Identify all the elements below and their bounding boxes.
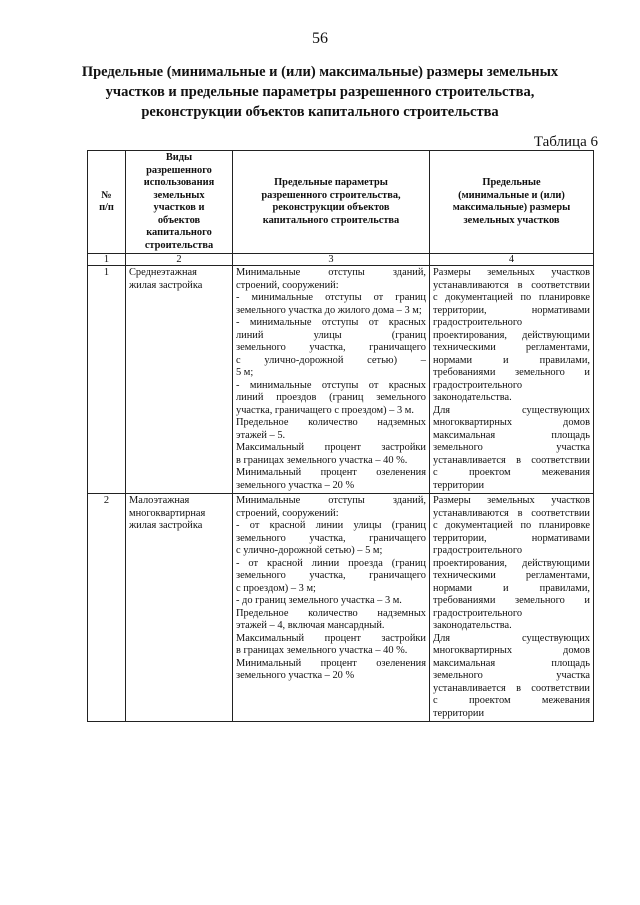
header-parameters: [233, 151, 430, 254]
table-row: [88, 494, 594, 722]
cell-text-line: с проектом межевания: [433, 467, 590, 478]
cell-text-line: строений, сооружений:: [236, 279, 339, 291]
cell-text-line: земельного участка – 20 %: [236, 479, 355, 491]
cell-text-line: Среднеэтажная: [129, 267, 197, 278]
cell-text-line: разрешенного строительства,: [261, 189, 401, 201]
cell-text-line: капитального: [146, 227, 212, 238]
cell-text-line: Минимальный процент озеленения: [236, 467, 426, 478]
cell-text-line: - минимальные отступы от красных: [236, 379, 426, 391]
parameters-cell: [233, 266, 430, 494]
cell-text-line: проектирования, действующими: [433, 557, 590, 569]
cell-text-line: максимальная площадь: [433, 657, 590, 669]
cell-text-line: Размеры земельных участков: [433, 495, 590, 506]
cell-text-line: нормами и правилами,: [433, 354, 590, 366]
column-number: 4: [430, 254, 594, 266]
cell-text-line: Предельное количество надземных: [236, 417, 426, 428]
cell-text-line: земельных: [153, 189, 205, 201]
cell-text-line: требованиями земельного и: [433, 367, 590, 378]
cell-text-line: строительства: [144, 239, 214, 251]
cell-text-line: территории, нормативами: [433, 532, 590, 544]
cell-text-line: земельных участков: [463, 214, 560, 226]
cell-text-line: многоквартирная: [129, 507, 206, 519]
use-type-cell: [126, 266, 233, 494]
cell-text-line: с проектом межевания: [433, 695, 590, 706]
cell-text-line: законодательства.: [433, 392, 512, 403]
cell-text-line: реконструкции объектов: [272, 202, 390, 213]
cell-text-line: градостроительного: [433, 379, 523, 391]
cell-text-line: техническими регламентами,: [433, 570, 590, 581]
page-number: 56: [312, 30, 328, 47]
sizes-cell: [430, 494, 594, 722]
cell-text-line: участков и: [153, 202, 205, 213]
cell-text-line: максимальные) размеры: [452, 202, 571, 213]
cell-text-line: земельного участка, граничащего: [236, 342, 426, 353]
header-sizes: [430, 151, 594, 254]
cell-text-line: объектов: [157, 214, 201, 226]
cell-text-line: с улично-дорожной сетью) – 5 м;: [236, 545, 383, 556]
cell-text-line: этажей – 4, включая мансардный.: [236, 620, 385, 631]
cell-text-line: с улично-дорожной сетью) –: [236, 354, 426, 366]
cell-text-line: земельного участка, граничащего: [236, 570, 426, 581]
cell-text-line: земельного участка до жилого дома – 3 м;: [236, 304, 422, 316]
cell-text-line: в границах земельного участка – 40 %.: [236, 645, 408, 656]
cell-text-line: в границах земельного участка – 40 %.: [236, 454, 408, 466]
cell-text-line: Минимальный процент озеленения: [236, 657, 426, 669]
header-row: [88, 151, 594, 254]
column-number: 3: [233, 254, 430, 266]
title-line: участков и предельные параметры разрешенного строительства,: [105, 84, 535, 100]
cell-text-line: с проездом) – 3 м;: [236, 582, 316, 594]
cell-text-line: земельного участка: [433, 442, 590, 453]
header-use-type: [126, 151, 233, 254]
cell-text-line: линий улицы (границ: [236, 329, 426, 341]
cell-text-line: многоквартирных домов: [433, 417, 590, 428]
cell-text-line: устанавливаются в соответствии: [433, 279, 590, 291]
row-index: 1: [88, 266, 126, 494]
parameters-cell: [233, 494, 430, 722]
cell-text-line: №: [101, 189, 112, 201]
cell-text-line: 5 м;: [236, 367, 254, 378]
cell-text-line: разрешенного: [146, 164, 212, 176]
column-number: 2: [126, 254, 233, 266]
cell-text-line: (минимальные и (или): [458, 189, 565, 201]
cell-text-line: строений, сооружений:: [236, 507, 339, 519]
cell-text-line: устанавливается в соответствии: [433, 454, 590, 466]
cell-text-line: Минимальные отступы зданий,: [236, 267, 426, 278]
column-number-row: [88, 254, 594, 266]
cell-text-line: техническими регламентами,: [433, 342, 590, 353]
table-row: [88, 266, 594, 494]
cell-text-line: максимальная площадь: [433, 429, 590, 441]
cell-text-line: земельного участка, граничащего: [236, 532, 426, 544]
cell-text-line: Малоэтажная: [129, 495, 190, 506]
cell-text-line: Размеры земельных участков: [433, 267, 590, 278]
cell-text-line: законодательства.: [433, 620, 512, 631]
cell-text-line: - минимальные отступы от красных: [236, 317, 426, 328]
cell-text-line: этажей – 5.: [236, 429, 286, 441]
cell-text-line: территории: [433, 707, 485, 719]
cell-text-line: земельного участка: [433, 670, 590, 681]
cell-text-line: градостроительного: [433, 607, 523, 619]
cell-text-line: требованиями земельного и: [433, 595, 590, 606]
cell-text-line: земельного участка – 20 %: [236, 670, 355, 681]
cell-text-line: Максимальный процент застройки: [236, 442, 426, 453]
cell-text-line: Для существующих: [433, 632, 590, 644]
cell-text-line: Максимальный процент застройки: [236, 632, 426, 644]
use-type-cell: [126, 494, 233, 722]
cell-text-line: капитального строительства: [262, 214, 400, 226]
cell-text-line: - минимальные отступы от границ: [236, 292, 426, 303]
header-index: [88, 151, 126, 254]
cell-text-line: территории: [433, 479, 485, 491]
cell-text-line: участка, граничащего с проездом) – 3 м.: [236, 404, 414, 416]
land-parameters-table: [87, 150, 594, 722]
cell-text-line: - от красной линии улицы (границ: [236, 520, 426, 531]
cell-text-line: Минимальные отступы зданий,: [236, 495, 426, 506]
cell-text-line: с документацией по планировке: [433, 292, 590, 303]
document-title: [60, 62, 580, 122]
cell-text-line: Предельные параметры: [274, 177, 388, 188]
title-line: Предельные (минимальные и (или) максимальные) размеры земельных: [81, 64, 559, 80]
cell-text-line: градостроительного: [433, 545, 523, 556]
cell-text-line: жилая застройка: [129, 520, 203, 531]
cell-text-line: Виды: [165, 152, 193, 163]
cell-text-line: Предельное количество надземных: [236, 607, 426, 619]
cell-text-line: с документацией по планировке: [433, 520, 590, 531]
cell-text-line: - от красной линии проезда (границ: [236, 557, 426, 569]
cell-text-line: проектирования, действующими: [433, 329, 590, 341]
table-caption: Таблица 6: [533, 134, 598, 150]
cell-text-line: - до границ земельного участка – 3 м.: [236, 595, 402, 606]
cell-text-line: использования: [143, 177, 215, 188]
cell-text-line: Предельные: [482, 177, 541, 188]
column-number: 1: [88, 254, 126, 266]
cell-text-line: территории, нормативами: [433, 304, 590, 316]
sizes-cell: [430, 266, 594, 494]
cell-text-line: линий проездов (границ земельного: [236, 392, 426, 403]
row-index: 2: [88, 494, 126, 722]
title-line: реконструкции объектов капитального строительства: [141, 104, 499, 120]
cell-text-line: устанавливаются в соответствии: [433, 507, 590, 519]
cell-text-line: жилая застройка: [129, 279, 203, 291]
cell-text-line: устанавливается в соответствии: [433, 682, 590, 694]
cell-text-line: п/п: [99, 202, 114, 213]
cell-text-line: многоквартирных домов: [433, 645, 590, 656]
cell-text-line: Для существующих: [433, 404, 590, 416]
cell-text-line: нормами и правилами,: [433, 582, 590, 594]
cell-text-line: градостроительного: [433, 317, 523, 328]
